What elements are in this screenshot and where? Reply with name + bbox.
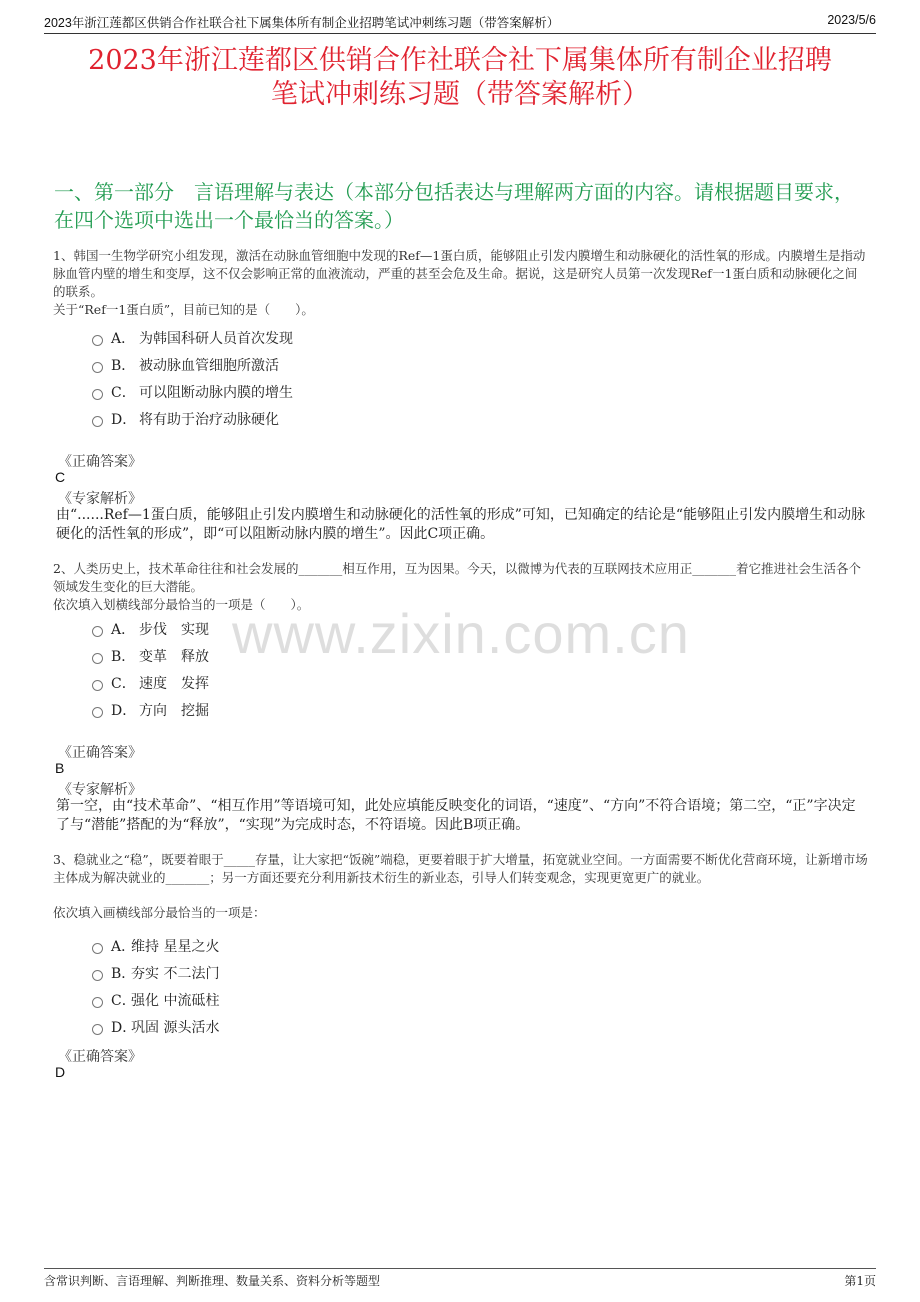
- question-1-prompt: 关于“Ref一1蛋白质”，目前已知的是（ ）。: [53, 302, 314, 317]
- option-text: 为韩国科研人员首次发现: [139, 331, 293, 347]
- page-number: 第1页: [844, 1274, 876, 1288]
- page-footer: [44, 1268, 876, 1292]
- question-3-option-c[interactable]: [92, 990, 219, 1010]
- question-1-answer-label: 《正确答案》: [58, 454, 142, 470]
- radio-button-icon[interactable]: [92, 335, 103, 346]
- question-1-explain-label: 《专家解析》: [58, 491, 142, 507]
- option-key: D．: [111, 1020, 137, 1036]
- option-key: B．: [111, 358, 136, 374]
- option-text: 变革 释放: [139, 649, 209, 665]
- watermark: www.zixin.com.cn: [232, 602, 690, 665]
- option-key: A．: [111, 622, 136, 638]
- question-2-option-a[interactable]: [92, 619, 209, 639]
- option-key: C．: [111, 676, 136, 692]
- question-3-option-b[interactable]: [92, 963, 219, 983]
- question-3-answer-label: 《正确答案》: [58, 1049, 142, 1065]
- option-text: 维持 星星之火: [131, 939, 220, 955]
- option-text: 速度 发挥: [139, 676, 209, 692]
- option-key: D．: [111, 412, 137, 428]
- question-1-option-c[interactable]: [92, 382, 293, 402]
- radio-button-icon[interactable]: [92, 997, 103, 1008]
- radio-button-icon[interactable]: [92, 943, 103, 954]
- question-3-prompt-wrap: [53, 904, 868, 922]
- header-doc-title: 2023年浙江莲都区供销合作社联合社下属集体所有制企业招聘笔试冲刺练习题（带答案解析）: [44, 16, 560, 30]
- question-1-stem: [53, 247, 868, 319]
- title-line-2: 笔试冲刺练习题（带答案解析）: [271, 79, 649, 110]
- question-3-answer: D: [55, 1064, 66, 1080]
- option-key: B．: [111, 966, 136, 982]
- option-text: 被动脉血管细胞所激活: [139, 358, 279, 374]
- option-key: C．: [111, 993, 136, 1009]
- radio-button-icon[interactable]: [92, 362, 103, 373]
- option-text: 夯实 不二法门: [131, 966, 220, 982]
- option-text: 方向 挖掘: [139, 703, 209, 719]
- header-date: 2023/5/6: [827, 13, 876, 27]
- question-2-option-d[interactable]: [92, 700, 209, 720]
- question-2-option-b[interactable]: [92, 646, 209, 666]
- question-2-text: 2、人类历史上，技术革命往往和社会发展的_______相互作用，互为因果。今天，以微博为代表的互联网技术应用正_______着它推进社会生活各个领域发生变化的巨大潜能。: [53, 561, 861, 594]
- option-text: 强化 中流砥柱: [131, 993, 220, 1009]
- question-1-option-d[interactable]: [92, 409, 279, 429]
- radio-button-icon[interactable]: [92, 653, 103, 664]
- page-title: [40, 44, 880, 112]
- option-key: D．: [111, 703, 137, 719]
- radio-button-icon[interactable]: [92, 416, 103, 427]
- radio-button-icon[interactable]: [92, 707, 103, 718]
- option-text: 可以阻断动脉内膜的增生: [139, 385, 293, 401]
- option-key: B．: [111, 649, 136, 665]
- question-1-option-a[interactable]: [92, 328, 293, 348]
- radio-button-icon[interactable]: [92, 970, 103, 981]
- question-2-answer-label: 《正确答案》: [58, 745, 142, 761]
- radio-button-icon[interactable]: [92, 680, 103, 691]
- question-3-stem: [53, 851, 868, 887]
- radio-button-icon[interactable]: [92, 389, 103, 400]
- question-1-answer: C: [55, 469, 66, 485]
- radio-button-icon[interactable]: [92, 1024, 103, 1035]
- option-key: A．: [111, 331, 136, 347]
- question-2-option-c[interactable]: [92, 673, 209, 693]
- page-header: [44, 13, 876, 34]
- question-3-text: 3、稳就业之“稳”，既要着眼于_____存量，让大家把“饭碗”端稳，更要着眼于扩大增量，拓宽就业空间。一方面需要不断优化营商环境，让新增市场主体成为解决就业的_______；另一方面还要充分利用新技术衍生的新业态，引导人们转变观念，实现更宽更广的就业。: [53, 852, 868, 885]
- section-heading: 一、第一部分 言语理解与表达（本部分包括表达与理解两方面的内容。请根据题目要求，在四个选项中选出一个最恰当的答案。）: [54, 180, 854, 232]
- option-key: C．: [111, 385, 136, 401]
- footer-description: 含常识判断、言语理解、判断推理、数量关系、资料分析等题型: [44, 1274, 381, 1288]
- question-3-option-a[interactable]: [92, 936, 219, 956]
- option-key: A．: [111, 939, 136, 955]
- question-1-explanation: 由“......Ref—1蛋白质，能够阻止引发内膜增生和动脉硬化的活性氧的形成”可知，已知确定的结论是“能够阻止引发内膜增生和动脉硬化的活性氧的形成”，即“可以阻断动脉内膜的增生”。因此C项正确。: [56, 507, 866, 542]
- option-text: 将有助于治疗动脉硬化: [139, 412, 279, 428]
- question-1-text: 1、韩国一生物学研究小组发现，激活在动脉血管细胞中发现的Ref—1蛋白质，能够阻止引发内膜增生和动脉硬化的活性氧的形成。内膜增生是指动脉血管内壁的增生和变厚，这不仅会影响正常的血液流动，严重的甚至会危及生命。据说，这是研究人员第一次发现Ref一1蛋白质和动脉硬化之间的联系。: [53, 248, 866, 299]
- question-2-prompt: 依次填入划横线部分最恰当的一项是（ ）。: [53, 597, 310, 612]
- question-3-option-d[interactable]: [92, 1017, 219, 1037]
- question-1-option-b[interactable]: [92, 355, 279, 375]
- question-2-explain-label: 《专家解析》: [58, 782, 142, 798]
- title-line-1: 2023年浙江莲都区供销合作社联合社下属集体所有制企业招聘: [88, 45, 832, 76]
- question-3-prompt: 依次填入画横线部分最恰当的一项是：: [53, 905, 266, 920]
- option-text: 巩固 源头活水: [131, 1020, 220, 1036]
- question-2-answer: B: [55, 760, 65, 776]
- question-2-explanation: 第一空，由“技术革命”、“相互作用”等语境可知，此处应填能反映变化的词语，“速度”、“方向”不符合语境；第二空，“正”字决定了与“潜能”搭配的为“释放”，“实现”为完成时态，不符语境。因此B项正确。: [56, 798, 856, 833]
- radio-button-icon[interactable]: [92, 626, 103, 637]
- option-text: 步伐 实现: [139, 622, 209, 638]
